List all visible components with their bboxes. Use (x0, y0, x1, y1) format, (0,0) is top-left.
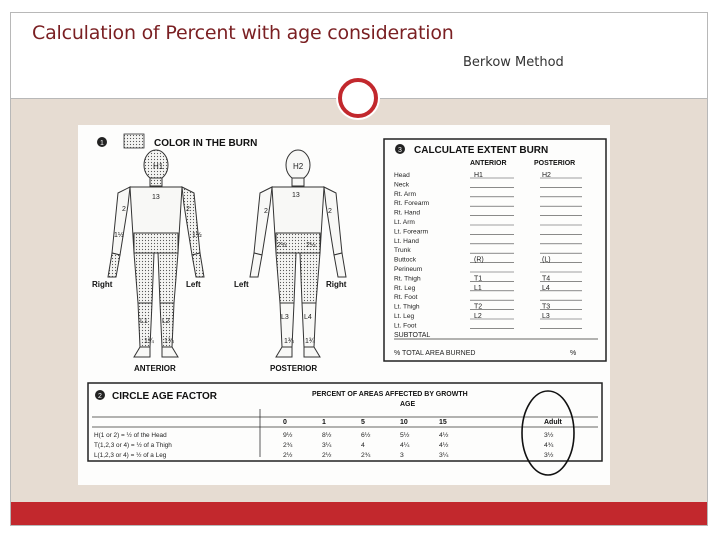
age-cell: 4¾ (544, 442, 554, 449)
back-num-buttock-r: 2½ (306, 242, 316, 249)
age-row-label: H(1 or 2) = ½ of the Head (94, 432, 167, 439)
age-cell: 8½ (322, 432, 332, 439)
back-num-arm-l: 2 (264, 208, 268, 215)
region-label: Rt. Forearm (394, 200, 430, 208)
region-label: Lt. Hand (394, 237, 419, 245)
anterior-label: ANTERIOR (134, 364, 176, 373)
age-cell: 3 (400, 452, 404, 459)
age-cell: 6½ (361, 432, 371, 439)
step3-number: 3 (398, 147, 402, 154)
front-right-label: Right (92, 280, 113, 289)
posterior-mark: T3 (542, 303, 551, 311)
step1-title: COLOR IN THE BURN (154, 138, 258, 149)
age-column-header: 0 (283, 419, 287, 426)
front-body-figure (108, 150, 204, 357)
front-num-leg-r: 1¾ (144, 338, 154, 345)
anterior-mark: H1 (474, 172, 483, 179)
region-label: Lt. Foot (394, 322, 417, 330)
total-label: % TOTAL AREA BURNED (394, 350, 476, 357)
front-left-label: Left (186, 280, 201, 289)
region-label: Perineum (394, 266, 423, 273)
front-num-arm-l: 2 (186, 206, 190, 213)
anterior-mark: T1 (474, 275, 483, 283)
age-column-header: Adult (544, 419, 562, 426)
region-label: Lt. Forearm (394, 228, 429, 236)
burn-color-swatch (124, 134, 144, 148)
region-label: Rt. Thigh (394, 275, 421, 283)
age-row-label: T(1,2,3 or 4) = ½ of a Thigh (94, 442, 172, 449)
footer-bar (11, 502, 707, 525)
region-label: Buttock (394, 256, 416, 264)
front-num-leg-l: 1¾ (164, 338, 174, 345)
posterior-mark: T4 (542, 275, 551, 283)
anterior-mark: L1 (474, 284, 482, 292)
region-label: Lt. Thigh (394, 303, 420, 311)
front-num-trunk: 13 (152, 194, 160, 201)
step1-number: 1 (100, 140, 104, 147)
step2-number: 2 (98, 393, 102, 400)
step2-title: CIRCLE AGE FACTOR (112, 391, 218, 402)
age-cell: 4¼ (400, 442, 410, 449)
posterior-mark: H2 (542, 172, 551, 179)
color-burn-section (92, 134, 347, 373)
back-l4-label: L4 (304, 314, 312, 321)
region-label: Rt. Foot (394, 294, 418, 302)
age-cell: 5½ (400, 432, 410, 439)
age-cell: 3¼ (439, 452, 449, 459)
calculate-extent-section (384, 139, 606, 361)
front-num-arm-r: 2 (122, 206, 126, 213)
front-l1-label: L1 (140, 318, 148, 325)
age-row-label: L(1,2,3 or 4) = ½ of a Leg (94, 452, 167, 459)
age-header: PERCENT OF AREAS AFFECTED BY GROWTH (312, 391, 468, 398)
anterior-mark: L2 (474, 313, 482, 320)
back-body-figure (250, 150, 346, 357)
front-l2-label: L2 (162, 318, 170, 325)
age-column-header: 5 (361, 419, 365, 426)
age-subheader: AGE (400, 401, 416, 408)
age-cell: 3½ (544, 452, 554, 459)
anterior-column-header: ANTERIOR (470, 160, 507, 167)
back-left-label: Left (234, 280, 249, 289)
front-num-forearm-l: 1½ (192, 232, 202, 239)
age-factor-section (88, 383, 602, 475)
step3-title: CALCULATE EXTENT BURN (414, 145, 549, 156)
age-cell: 2¾ (361, 452, 371, 459)
region-label: Rt. Leg (394, 284, 416, 292)
posterior-mark: (L) (542, 256, 551, 264)
region-label: Neck (394, 181, 410, 189)
anterior-mark: T2 (474, 303, 483, 311)
age-column-header: 10 (400, 419, 408, 426)
divider-ring-icon (338, 78, 378, 118)
region-label: Rt. Arm (394, 190, 416, 198)
back-num-buttock-l: 2½ (277, 242, 287, 249)
age-cell: 2½ (283, 452, 293, 459)
age-cell: 4 (361, 442, 365, 449)
posterior-label: POSTERIOR (270, 364, 318, 373)
posterior-column-header: POSTERIOR (534, 160, 576, 167)
front-h1-label: H1 (153, 162, 164, 171)
back-num-trunk: 13 (292, 192, 300, 199)
region-label: Rt. Hand (394, 209, 421, 217)
region-label: Trunk (394, 247, 411, 255)
back-right-label: Right (326, 280, 347, 289)
subtotal-label: SUBTOTAL (394, 332, 431, 339)
age-column-header: 1 (322, 419, 326, 426)
anterior-mark: (R) (474, 256, 484, 264)
posterior-mark: L4 (542, 284, 550, 292)
posterior-mark: L3 (542, 313, 550, 320)
slide-subtitle: Berkow Method (463, 55, 564, 70)
age-table (94, 419, 563, 459)
calculate-extent-box (384, 139, 606, 361)
slide-title: Calculation of Percent with age consideration (32, 22, 454, 44)
age-cell: 3¼ (322, 442, 332, 449)
age-cell: 9½ (283, 432, 293, 439)
total-percent-sign: % (570, 350, 577, 357)
age-cell: 4½ (439, 442, 449, 449)
region-rows (394, 172, 582, 329)
back-num-leg-r: 1¾ (305, 338, 315, 345)
back-num-leg-l: 1¾ (284, 338, 294, 345)
back-h2-label: H2 (293, 162, 304, 171)
burn-chart-image (78, 125, 610, 485)
age-cell: 4½ (439, 432, 449, 439)
age-cell: 2½ (322, 452, 332, 459)
region-label: Head (394, 172, 410, 179)
age-cell: 3½ (544, 432, 554, 439)
front-num-forearm-r: 1½ (114, 232, 124, 239)
region-label: Lt. Leg (394, 313, 415, 320)
back-num-arm-r: 2 (328, 208, 332, 215)
age-column-header: 15 (439, 419, 447, 426)
region-label: Lt. Arm (394, 219, 415, 226)
age-cell: 2¾ (283, 442, 293, 449)
back-l3-label: L3 (281, 314, 289, 321)
